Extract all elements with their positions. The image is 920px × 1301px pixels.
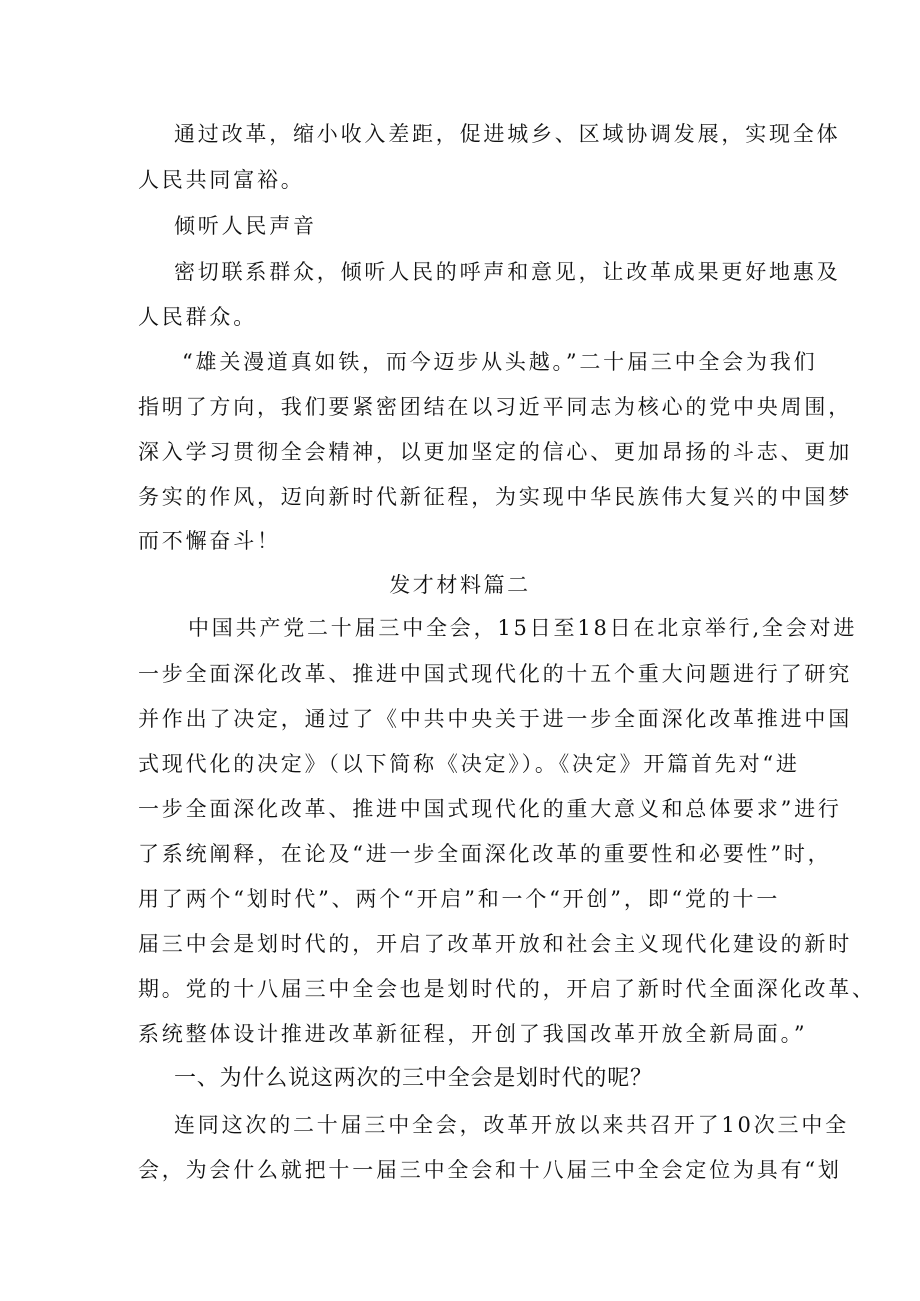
paragraph-line: 中国共产党二十届三中全会，15日至18日在北京举行,全会对进 bbox=[188, 616, 858, 640]
paragraph-line: 式现代化的决定》（以下简称《决定》）。《决定》开篇首先对“进 bbox=[138, 752, 800, 776]
subheading: 倾听人民声音 bbox=[174, 214, 317, 238]
heading-1: 一、为什么说这两次的三中全会是划时代的呢？ bbox=[174, 1066, 653, 1091]
paragraph-line: 连同这次的二十届三中全会，改革开放以来共召开了10次三中全 bbox=[174, 1113, 849, 1137]
paragraph-line: 系统整体设计推进改革新征程，开创了我国改革开放全新局面。” bbox=[138, 1022, 808, 1046]
paragraph-line: 了系统阐释，在论及“进一步全面深化改革的重要性和必要性”时， bbox=[138, 842, 832, 866]
paragraph-line: 人民共同富裕。 bbox=[138, 168, 305, 192]
paragraph-line: 会，为会什么就把十一届三中全会和十八届三中全会定位为具有“划 bbox=[138, 1158, 842, 1182]
paragraph-line: 密切联系群众，倾听人民的呼声和意见，让改革成果更好地惠及 bbox=[174, 260, 841, 284]
paragraph-line: 指明了方向，我们要紧密团结在以习近平同志为核心的党中央周围， bbox=[138, 395, 852, 419]
paragraph-line: 届三中会是划时代的，开启了改革开放和社会主义现代化建设的新时 bbox=[138, 932, 852, 956]
paragraph-line: 通过改革，缩小收入差距，促进城乡、区域协调发展，实现全体 bbox=[174, 122, 841, 146]
paragraph-line: 深入学习贯彻全会精神，以更加坚定的信心、更加昂扬的斗志、更加 bbox=[138, 440, 852, 464]
paragraph-line: 一步全面深化改革、推进中国式现代化的重大意义和总体要求”进行 bbox=[138, 797, 842, 821]
paragraph-line: 务实的作风，迈向新时代新征程，为实现中华民族伟大复兴的中国梦 bbox=[138, 485, 852, 509]
paragraph-line: 一步全面深化改革、推进中国式现代化的十五个重大问题进行了研究 bbox=[138, 662, 852, 686]
section-title: 发才材料篇二 bbox=[389, 573, 531, 597]
paragraph-line: 而不懈奋斗！ bbox=[138, 529, 281, 553]
paragraph-line: 用了两个“划时代”、两个“开启”和一个“开创”，即“党的十一 bbox=[138, 887, 781, 911]
paragraph-line: “雄关漫道真如铁，而今迈步从头越。”二十届三中全会为我们 bbox=[182, 350, 818, 374]
paragraph-line: 期。党的十八届三中全会也是划时代的，开启了新时代全面深化改革、 bbox=[138, 977, 876, 1001]
paragraph-line: 并作出了决定，通过了《中共中央关于进一步全面深化改革推进中国 bbox=[138, 707, 852, 731]
paragraph-line: 人民群众。 bbox=[138, 305, 257, 329]
